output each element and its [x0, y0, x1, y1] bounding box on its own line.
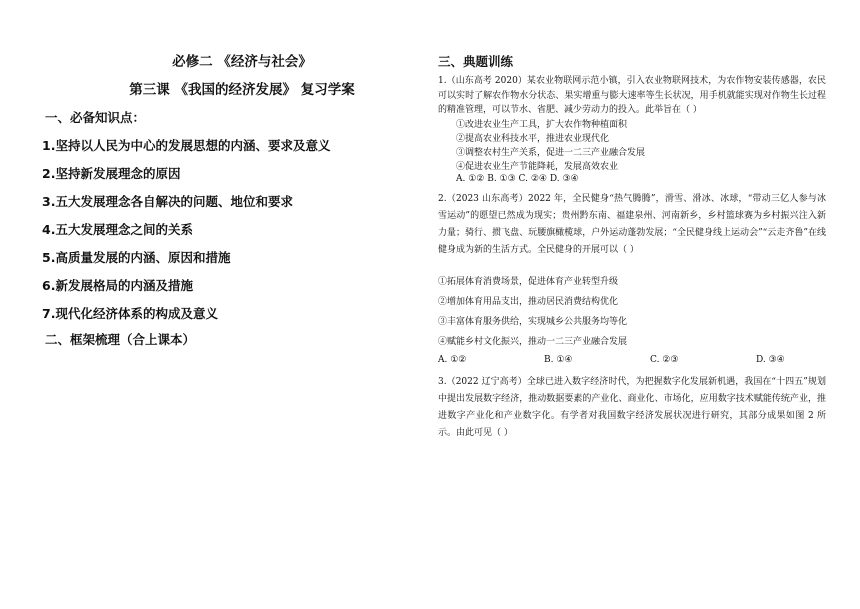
doc-subtitle: 第三课 《我国的经济发展》 复习学案 — [129, 82, 355, 98]
knowledge-point: 6.新发展格局的内涵及措施 — [42, 278, 193, 293]
knowledge-point: 4.五大发展理念之间的关系 — [42, 222, 193, 237]
question-1-option: ①改进农业生产工具，扩大农作物种植面积 — [456, 120, 628, 130]
question-2-option: ②增加体育用品支出，推动居民消费结构优化 — [438, 297, 619, 307]
section-heading-framework: 二、框架梳理（合上课本） — [45, 332, 196, 347]
question-2-option: ④赋能乡村文化振兴，推动一二三产业融合发展 — [438, 337, 628, 347]
question-1-stem: 1.（山东高考 2020）某农业物联网示范小镇，引入农业物联网技术，为农作物安装传感器，农民可以实时了解农作物水分状态、果实增重与膨大速率等生长状况，用手机就能实现对作物生长过程的精准管理，可以节水、省肥、减少劳动力的投入。此举旨在（ ） — [438, 76, 826, 115]
question-1-option: ③调整农村生产关系，促进一二三产业融合发展 — [456, 148, 646, 158]
question-1-option: ④促进农业生产节能降耗，发展高效农业 — [456, 162, 619, 172]
question-2-option: ①拓展体育消费场景，促进体育产业转型升级 — [438, 277, 619, 287]
question-2-choice-d: D. ③④ — [756, 355, 785, 365]
question-2-choice-a: A. ①② — [438, 355, 467, 365]
question-2-option: ③丰富体育服务供给，实现城乡公共服务均等化 — [438, 317, 628, 327]
question-3-stem: 3.（2022 辽宁高考）全球已进入数字经济时代，为把握数字化发展新机遇，我国在“十四五”规划中提出发展数字经济，推动数据要素的产业化、商业化、市场化，应用数字技术赋能传统产业，推进数字产业化和产业数字化。有学者对我国数字经济发展状况进行研究，其部分成果如图 2 所示。由此可见（ ） — [438, 377, 826, 438]
knowledge-point: 5.高质量发展的内涵、原因和措施 — [42, 250, 231, 265]
section-heading-exercises: 三、典题训练 — [438, 54, 514, 69]
knowledge-point: 1.坚持以人民为中心的发展思想的内涵、要求及意义 — [42, 138, 331, 153]
question-2-choice-c: C. ②③ — [650, 355, 679, 365]
question-1-option: ②提高农业科技水平，推进农业现代化 — [456, 134, 610, 144]
question-2-choice-b: B. ①④ — [544, 355, 573, 365]
question-1-choices: A. ①② B. ①③ C. ②④ D. ③④ — [456, 174, 579, 184]
section-heading-knowledge: 一、必备知识点： — [45, 110, 146, 125]
knowledge-point: 2.坚持新发展理念的原因 — [42, 166, 181, 181]
question-2-stem: 2.（2023 山东高考）2022 年，全民健身“热气腾腾”，滑雪、滑冰、冰球，“带动三亿人参与冰雪运动”的愿望已然成为现实；贵州黔东南、福建泉州、河南新乡，乡村篮球赛为乡村振兴注入新力量；骑行、掼飞盘、玩腰旗橄榄球，户外运动蓬勃发展；“全民健身线上运动会”“云走齐鲁”在线健身成为新的生活方式。全民健身的开展可以（ ） — [438, 194, 826, 255]
doc-title: 必修二 《经济与社会》 — [172, 54, 312, 70]
knowledge-point: 7.现代化经济体系的构成及意义 — [42, 306, 218, 321]
knowledge-point: 3.五大发展理念各自解决的问题、地位和要求 — [42, 194, 293, 209]
